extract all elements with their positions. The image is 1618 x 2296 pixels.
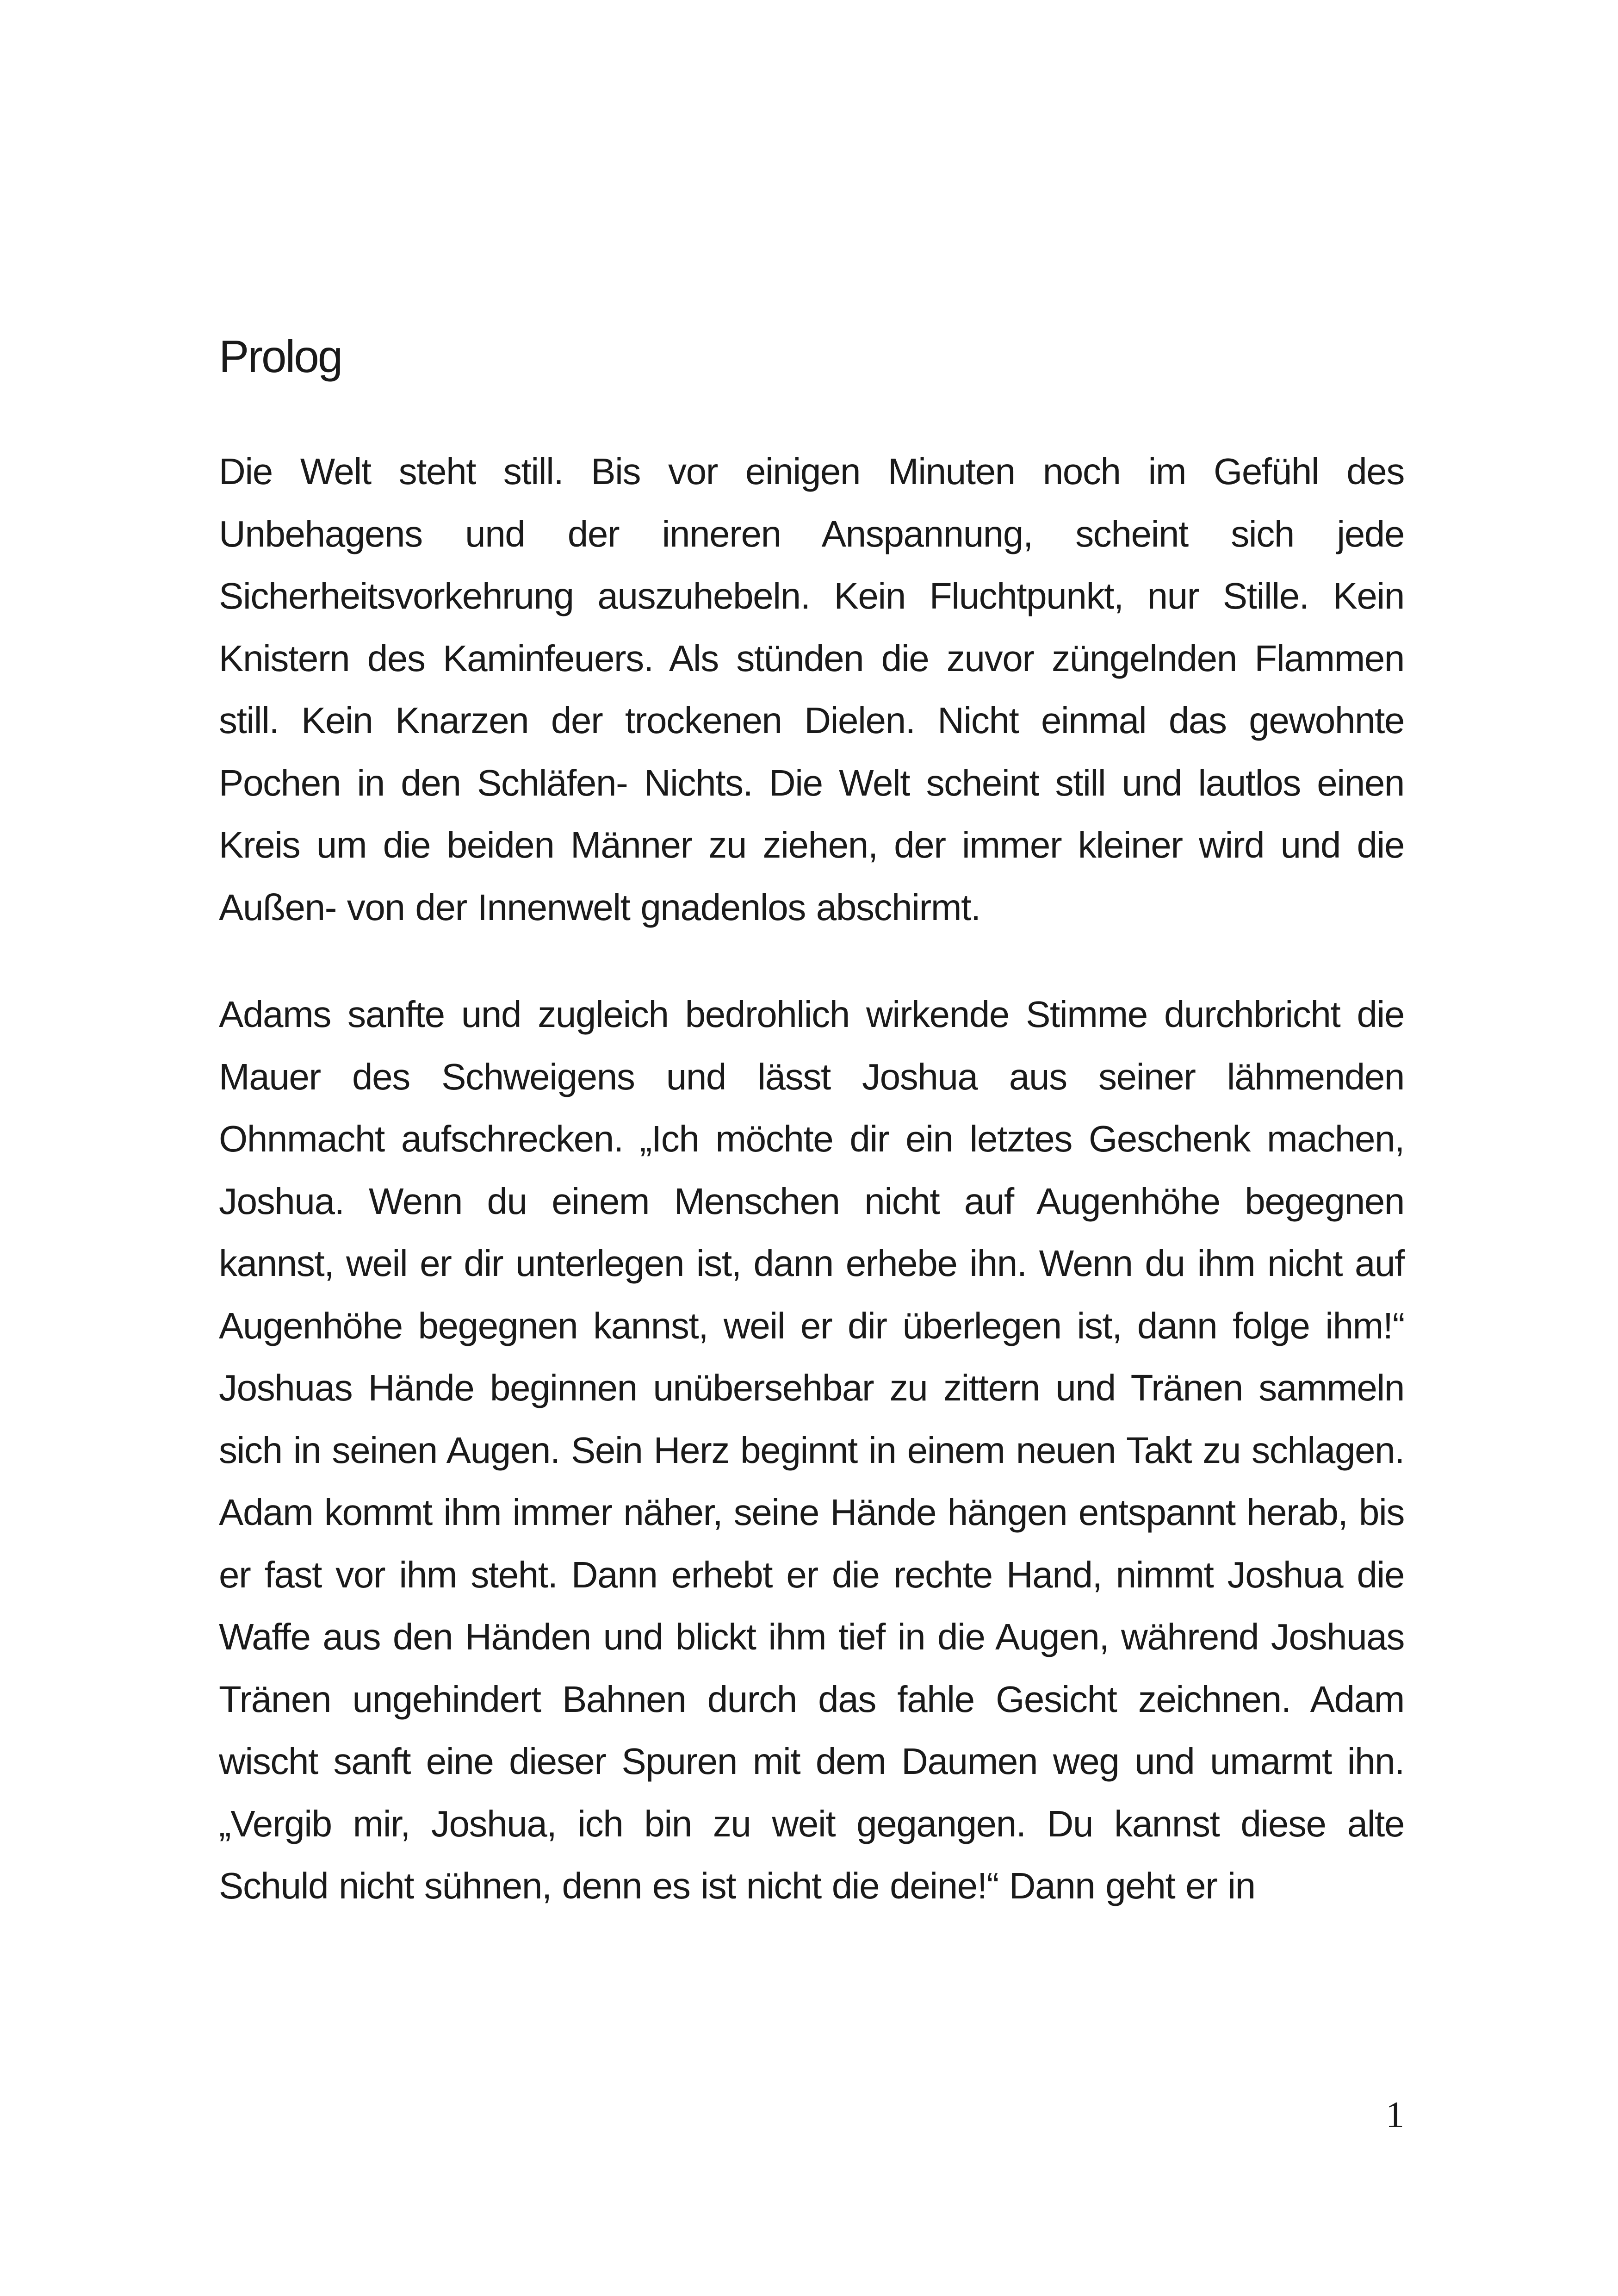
chapter-title: Prolog (219, 331, 342, 382)
page-number: 1 (1386, 2095, 1404, 2135)
body-paragraph-2: Adams sanfte und zugleich bedrohlich wirkende Stimme durchbricht die Mauer des Schweigens und lässt Joshua aus seiner lähmenden Ohnmacht aufschrecken. „Ich möchte dir ein letztes Geschenk machen, Joshua. Wenn du einem Menschen nicht auf Augenhöhe begegnen kannst, weil er dir unterlegen ist, dann erhebe ihn. Wenn du ihm nicht auf Augenhöhe begegnen kannst, weil er dir überlegen ist, dann folge ihm!“ Joshuas Hände beginnen unübersehbar zu zittern und Tränen sammeln sich in seinen Augen. Sein Herz beginnt in einem neuen Takt zu schlagen. Adam kommt ihm immer näher, seine Hände hängen entspannt herab, bis er fast vor ihm steht. Dann erhebt er die rechte Hand, nimmt Joshua die Waffe aus den Händen und blickt ihm tief in die Augen, während Joshuas Tränen ungehindert Bahnen durch das fahle Gesicht zeichnen. Adam wischt sanft eine dieser Spuren mit dem Daumen weg und umarmt ihn. „Vergib mir, Joshua, ich bin zu weit gegangen. Du kannst diese alte Schuld nicht sühnen, denn es ist nicht die deine!“ Dann geht er in (219, 994, 1404, 1906)
body-paragraph-1: Die Welt steht still. Bis vor einigen Minuten noch im Gefühl des Unbehagens und der inneren Anspannung, scheint sich jede Sicherheitsvorkehrung auszuhebeln. Kein Fluchtpunkt, nur Stille. Kein Knistern des Kaminfeuers. Als stünden die zuvor züngelnden Flammen still. Kein Knarzen der trockenen Dielen. Nicht einmal das gewohnte Pochen in den Schläfen- Nichts. Die Welt scheint still und lautlos einen Kreis um die beiden Männer zu ziehen, der immer kleiner wird und die Außen- von der Innenwelt gnadenlos abschirmt. (219, 451, 1404, 928)
